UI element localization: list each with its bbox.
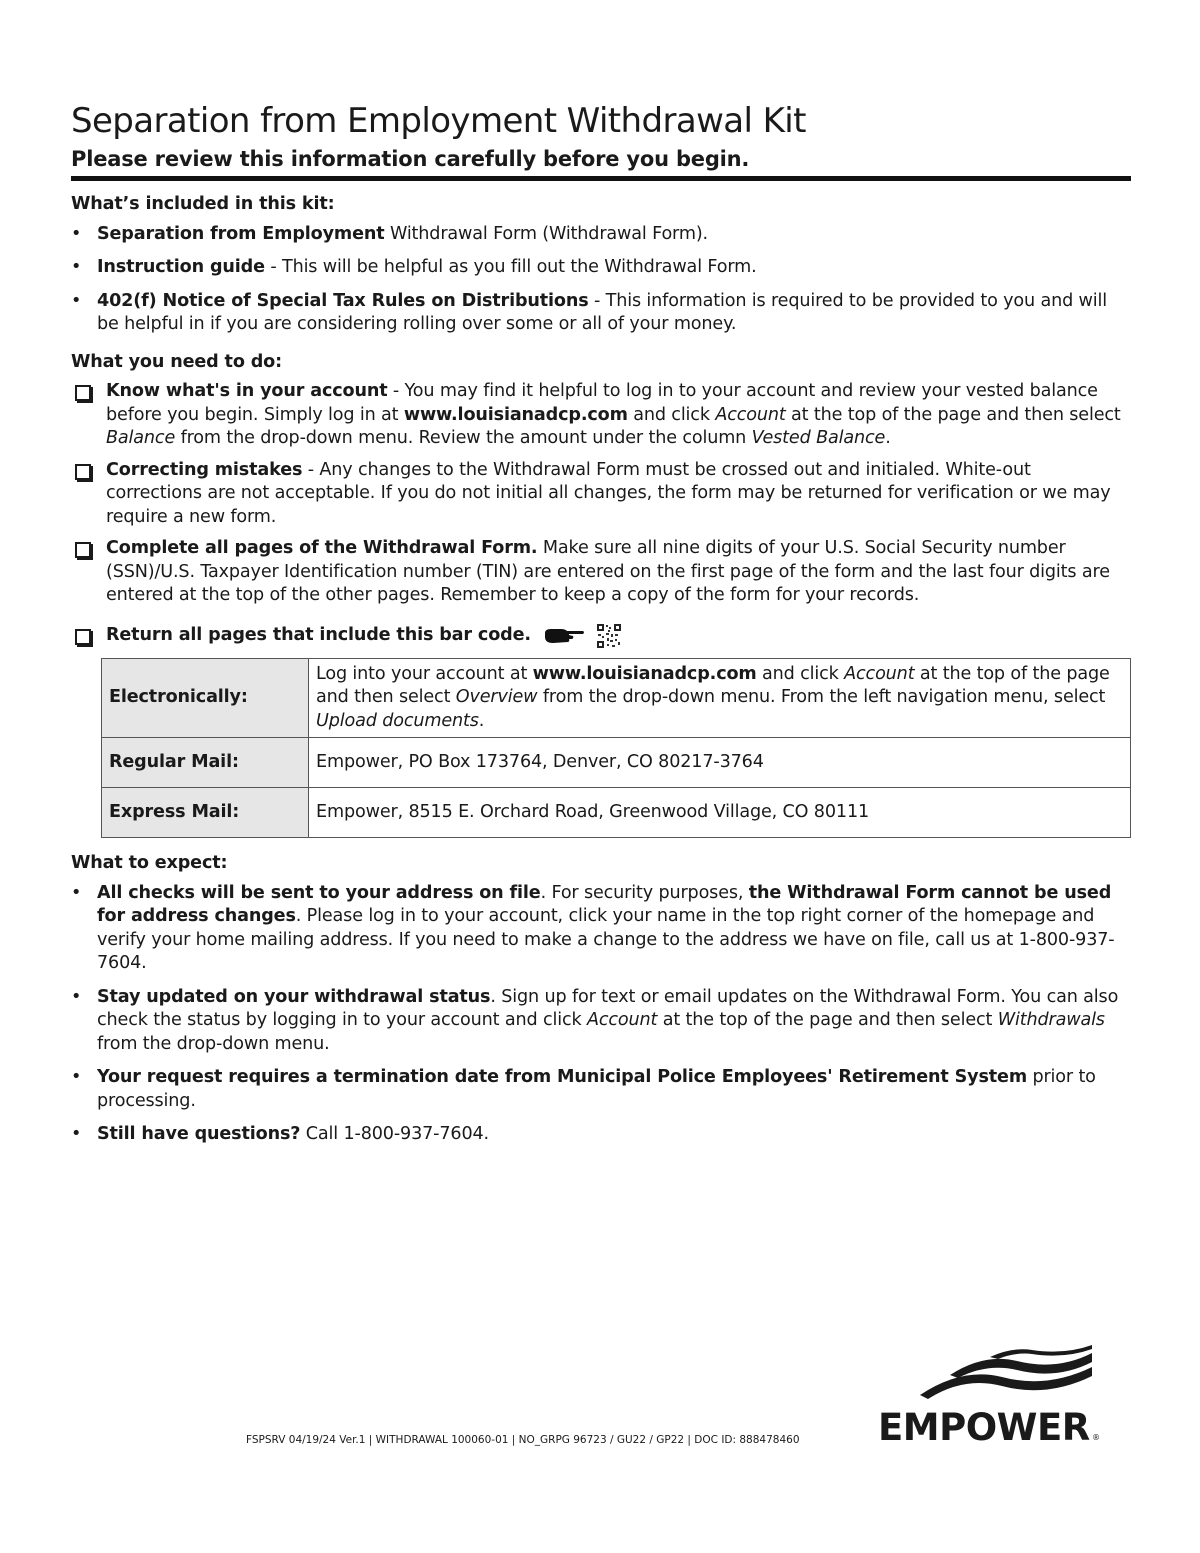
cell-text: from the drop-down menu. From the left navigation menu, select: [537, 687, 1106, 707]
method-label: Electronically:: [102, 658, 309, 738]
item-text: . Please log in to your account, click your name in the top right corner of the homepage and verify your home mailing address. If you need to make a change to the address we have on file, call us at 1-800-937-7604.: [97, 906, 1115, 973]
checklist-item-know-account: [71, 380, 1131, 451]
checkbox-icon: [75, 542, 91, 558]
item-title: 402(f) Notice of Special Tax Rules on Distributions: [97, 290, 589, 311]
list-item: [71, 882, 1131, 976]
item-emphasis: Withdrawals: [997, 1010, 1105, 1030]
item-text: - You may find it helpful to log in to your account and review your vested balance before you begin. Simply log in at: [106, 381, 1098, 425]
logo-registered-mark: ®: [1092, 1433, 1100, 1442]
item-text: - Any changes to the Withdrawal Form must be crossed out and initialed. White-out corrections are not acceptable. If you do not initial all changes, the form may be returned for verification or we may require a new form.: [106, 459, 1111, 527]
website-link[interactable]: www.louisianadcp.com: [532, 663, 757, 684]
bullet-icon: •: [71, 1067, 82, 1087]
title-divider: [71, 176, 1131, 181]
barcode-row: [106, 624, 1131, 648]
bullet-icon: •: [71, 882, 82, 903]
item-title: Instruction guide: [97, 257, 265, 277]
item-title: Still have questions?: [97, 1124, 301, 1144]
item-text: .: [885, 428, 891, 448]
expect-heading: What to expect:: [71, 853, 228, 873]
pointing-hand-icon: [543, 627, 585, 645]
item-title: Return all pages that include this bar code.: [106, 624, 531, 645]
item-text: Call 1-800-937-7604.: [300, 1124, 489, 1144]
table-row: [102, 738, 1131, 788]
checklist-item-complete-pages: [71, 537, 1131, 608]
list-item: [71, 290, 1131, 337]
bullet-icon: •: [71, 257, 82, 277]
cell-emphasis: Account: [844, 663, 915, 684]
return-methods-table: [101, 658, 1131, 839]
table-row: [102, 788, 1131, 838]
bullet-icon: •: [71, 986, 82, 1007]
website-link[interactable]: www.louisianadcp.com: [403, 404, 628, 425]
cell-text: and click: [756, 663, 845, 684]
item-emphasis: Balance: [106, 428, 176, 448]
checkbox-icon: [75, 385, 91, 401]
item-text: . Sign up for text or email updates on the Withdrawal Form. You can also check the status by logging in to your account and click: [97, 986, 1119, 1030]
todo-heading: What you need to do:: [71, 351, 282, 372]
method-detail: Empower, 8515 E. Orchard Road, Greenwood Village, CO 80111: [309, 788, 1131, 838]
page-title: Separation from Employment Withdrawal Kit: [71, 101, 806, 141]
item-emphasis: Account: [715, 404, 786, 425]
item-text: at the top of the page and then select: [785, 404, 1121, 425]
empower-logo: [872, 1345, 1104, 1445]
method-label: Express Mail:: [102, 788, 309, 838]
item-text: from the drop-down menu.: [97, 1033, 330, 1054]
cell-emphasis: Overview: [455, 687, 538, 707]
bullet-icon: •: [71, 290, 82, 311]
item-text: - This information is required to be provided to you and will be helpful in if you are considering rolling over some or all of your money.: [97, 290, 1108, 334]
item-title: Stay updated on your withdrawal status: [97, 986, 491, 1007]
item-text: . For security purposes,: [540, 882, 749, 903]
item-text: Withdrawal Form (Withdrawal Form).: [384, 223, 708, 244]
list-item: [71, 1066, 1131, 1113]
item-text: - This will be helpful as you fill out the Withdrawal Form.: [264, 257, 757, 277]
item-title: Complete all pages of the Withdrawal Form.: [106, 538, 538, 558]
list-item: [71, 986, 1131, 1057]
item-emphasis: Account: [586, 1010, 658, 1030]
empower-wave-icon: [872, 1345, 1104, 1445]
item-title: Separation from Employment: [97, 223, 385, 244]
item-text: Make sure all nine digits of your U.S. Social Security number (SSN)/U.S. Taxpayer Identification number (TIN) are entered on the first page of the form and the last four digits are entered at the top of the other pages. Remember to keep a copy of the form for your records.: [106, 538, 1110, 605]
item-text: prior to processing.: [97, 1067, 1096, 1111]
checklist-item-correcting: [71, 459, 1131, 530]
item-text: and click: [627, 404, 716, 425]
document-body: [71, 193, 1131, 1157]
barcode-icon: [597, 624, 621, 648]
cell-text: .: [478, 710, 485, 731]
cell-text: Log into your account at: [316, 663, 533, 684]
cell-emphasis: Upload documents: [316, 710, 479, 731]
expect-list: [71, 882, 1131, 1147]
item-emphasis: the Withdrawal Form cannot be used for address changes: [97, 882, 1112, 926]
included-heading: What’s included in this kit:: [71, 194, 335, 214]
list-item: [71, 1123, 1131, 1147]
list-item: [71, 256, 1131, 280]
item-text: from the drop-down menu. Review the amount under the column: [175, 428, 752, 448]
checkbox-icon: [75, 464, 91, 480]
bullet-icon: •: [71, 223, 82, 244]
method-label: Regular Mail:: [102, 738, 309, 788]
method-detail: [309, 658, 1131, 738]
included-list: [71, 223, 1131, 337]
method-detail: Empower, PO Box 173764, Denver, CO 80217-3764: [309, 738, 1131, 788]
todo-checklist: [71, 380, 1131, 648]
item-emphasis: Vested Balance: [751, 428, 886, 448]
document-code: FSPSRV 04/19/24 Ver.1 | WITHDRAWAL 100060-01 | NO_GRPG 96723 / GU22 / GP22 | DOC ID: 888478460: [246, 1434, 800, 1446]
table-row: [102, 658, 1131, 738]
page-subtitle: Please review this information carefully before you begin.: [71, 147, 750, 171]
checkbox-icon: [75, 629, 91, 645]
item-title: Your request requires a termination date from Municipal Police Employees' Retirement System: [97, 1067, 1028, 1087]
cell-text: at the top of the page and then select: [316, 663, 1110, 707]
list-item: [71, 223, 1131, 247]
checklist-item-return-pages: [71, 624, 1131, 648]
item-title: Know what's in your account: [106, 381, 388, 401]
item-text: at the top of the page and then select: [657, 1010, 998, 1030]
item-title: All checks will be sent to your address on file: [97, 882, 541, 903]
logo-wordmark: EMPOWER: [878, 1406, 1090, 1445]
bullet-icon: •: [71, 1124, 82, 1144]
item-title: Correcting mistakes: [106, 459, 303, 480]
